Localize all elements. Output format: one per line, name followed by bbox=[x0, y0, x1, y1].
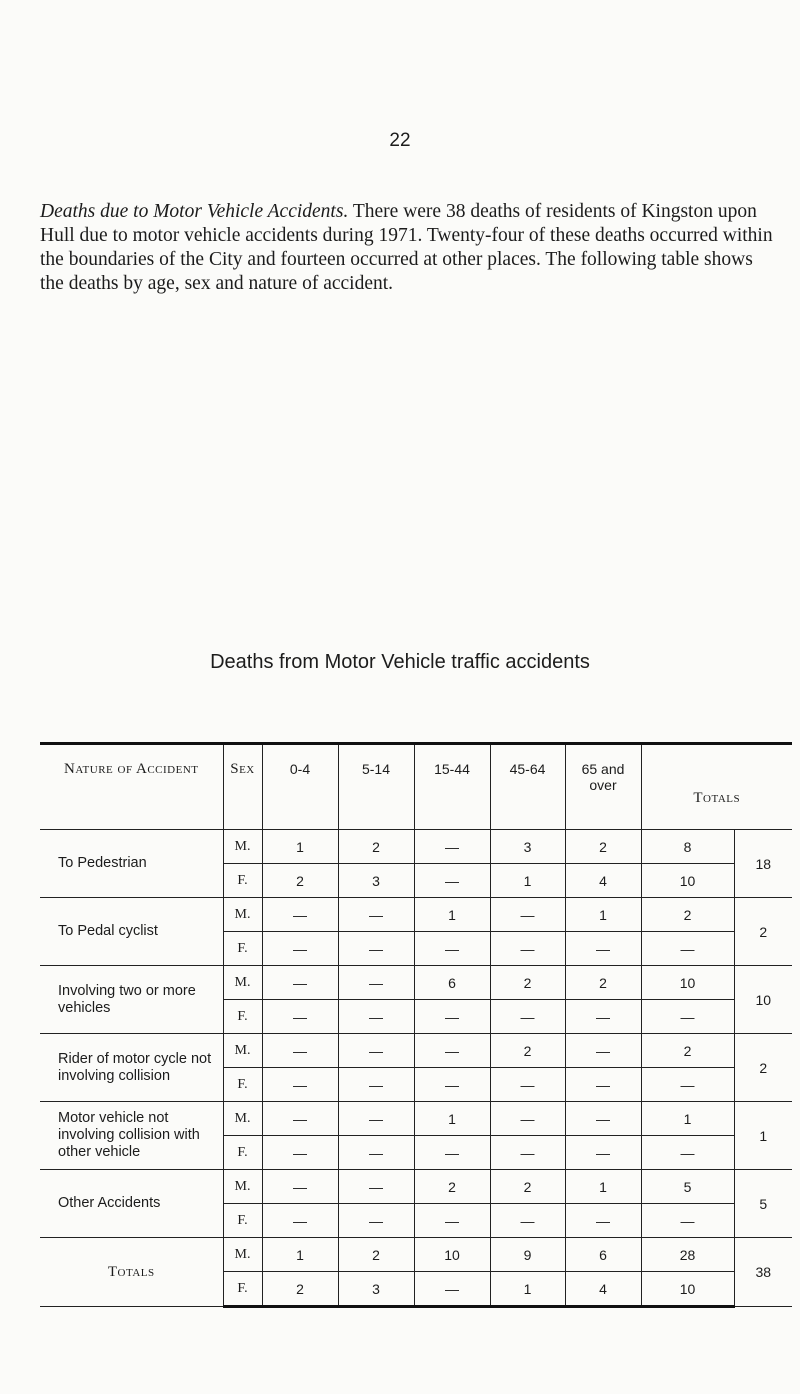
count-cell: 1 bbox=[262, 830, 338, 864]
table-row bbox=[40, 830, 792, 864]
count-cell: 1 bbox=[414, 1102, 490, 1136]
row-total-cell: 2 bbox=[641, 1034, 734, 1068]
sex-cell: F. bbox=[223, 1272, 262, 1307]
count-cell: — bbox=[338, 1102, 414, 1136]
count-cell: 1 bbox=[490, 1272, 565, 1307]
count-cell: 1 bbox=[565, 1170, 641, 1204]
sex-cell: M. bbox=[223, 966, 262, 1000]
group-total-cell: 5 bbox=[734, 1170, 792, 1238]
count-cell: — bbox=[338, 1170, 414, 1204]
count-cell: 3 bbox=[338, 864, 414, 898]
row-total-cell: 8 bbox=[641, 830, 734, 864]
count-cell: — bbox=[414, 1000, 490, 1034]
sex-cell: F. bbox=[223, 1204, 262, 1238]
count-cell: — bbox=[565, 1204, 641, 1238]
count-cell: — bbox=[262, 966, 338, 1000]
count-cell: — bbox=[490, 1136, 565, 1170]
nature-of-accident: Involving two or more vehicles bbox=[40, 966, 223, 1034]
header-age: 15-44 bbox=[414, 744, 490, 830]
count-cell: — bbox=[262, 1000, 338, 1034]
row-total-cell: 1 bbox=[641, 1102, 734, 1136]
count-cell: — bbox=[262, 1068, 338, 1102]
header-age: 65 and over bbox=[565, 744, 641, 830]
sex-cell: F. bbox=[223, 1000, 262, 1034]
count-cell: — bbox=[414, 1204, 490, 1238]
table-title: Deaths from Motor Vehicle traffic accidents bbox=[210, 651, 590, 673]
count-cell: — bbox=[490, 898, 565, 932]
nature-of-accident: Motor vehicle not involving collision with other vehicle bbox=[40, 1102, 223, 1170]
count-cell: — bbox=[338, 966, 414, 1000]
count-cell: — bbox=[262, 898, 338, 932]
count-cell: — bbox=[338, 1068, 414, 1102]
count-cell: — bbox=[490, 932, 565, 966]
count-cell: 1 bbox=[565, 898, 641, 932]
count-cell: 2 bbox=[338, 1238, 414, 1272]
count-cell: 2 bbox=[490, 1034, 565, 1068]
table-body bbox=[40, 830, 792, 1307]
count-cell: — bbox=[414, 1068, 490, 1102]
count-cell: 3 bbox=[490, 830, 565, 864]
header-age: 45-64 bbox=[490, 744, 565, 830]
count-cell: — bbox=[414, 1034, 490, 1068]
count-cell: 2 bbox=[490, 966, 565, 1000]
count-cell: — bbox=[338, 1000, 414, 1034]
sex-cell: M. bbox=[223, 1102, 262, 1136]
header-row bbox=[40, 744, 792, 830]
table-row bbox=[40, 1102, 792, 1136]
sex-cell: M. bbox=[223, 1034, 262, 1068]
count-cell: — bbox=[414, 932, 490, 966]
count-cell: — bbox=[490, 1000, 565, 1034]
table-row bbox=[40, 1238, 792, 1272]
sex-cell: F. bbox=[223, 864, 262, 898]
sex-cell: M. bbox=[223, 898, 262, 932]
sex-cell: M. bbox=[223, 1238, 262, 1272]
nature-of-accident: Rider of motor cycle not involving collision bbox=[40, 1034, 223, 1102]
count-cell: — bbox=[565, 932, 641, 966]
count-cell: — bbox=[414, 1136, 490, 1170]
count-cell: — bbox=[565, 1068, 641, 1102]
count-cell: — bbox=[262, 1102, 338, 1136]
header-totals: Totals bbox=[641, 744, 792, 830]
row-total-cell: — bbox=[641, 932, 734, 966]
intro-paragraph bbox=[40, 200, 780, 296]
row-total-cell: — bbox=[641, 1068, 734, 1102]
group-total-cell: 18 bbox=[734, 830, 792, 898]
count-cell: 3 bbox=[338, 1272, 414, 1307]
count-cell: — bbox=[338, 1136, 414, 1170]
count-cell: — bbox=[262, 1204, 338, 1238]
sex-cell: F. bbox=[223, 1136, 262, 1170]
deaths-table bbox=[40, 742, 792, 1308]
count-cell: — bbox=[338, 898, 414, 932]
count-cell: 1 bbox=[490, 864, 565, 898]
table-row bbox=[40, 1170, 792, 1204]
count-cell: 2 bbox=[490, 1170, 565, 1204]
row-total-cell: — bbox=[641, 1204, 734, 1238]
intro-lead: Deaths due to Motor Vehicle Accidents. bbox=[40, 201, 349, 222]
count-cell: — bbox=[338, 1204, 414, 1238]
table-row bbox=[40, 966, 792, 1000]
intro-text: There were 38 deaths of residents of Kingston upon Hull due to motor vehicle accidents during 1971. Twenty-four of these deaths occurred within the boundaries of the City and fourteen occurred at other places. The following table shows the deaths by age, sex and nature of accident. bbox=[40, 201, 773, 294]
count-cell: — bbox=[262, 1136, 338, 1170]
count-cell: 4 bbox=[565, 864, 641, 898]
row-total-cell: — bbox=[641, 1000, 734, 1034]
group-total-cell: 2 bbox=[734, 898, 792, 966]
page-number: 22 bbox=[389, 130, 411, 151]
count-cell: — bbox=[414, 830, 490, 864]
count-cell: 2 bbox=[565, 966, 641, 1000]
group-total-cell: 10 bbox=[734, 966, 792, 1034]
count-cell: 2 bbox=[262, 1272, 338, 1307]
group-total-cell: 1 bbox=[734, 1102, 792, 1170]
count-cell: — bbox=[414, 1272, 490, 1307]
row-total-cell: 10 bbox=[641, 1272, 734, 1307]
header-age: 5-14 bbox=[338, 744, 414, 830]
deaths-table-container bbox=[40, 742, 792, 1308]
sex-cell: M. bbox=[223, 830, 262, 864]
row-total-cell: — bbox=[641, 1136, 734, 1170]
count-cell: 2 bbox=[414, 1170, 490, 1204]
table-row bbox=[40, 1034, 792, 1068]
count-cell: — bbox=[490, 1068, 565, 1102]
count-cell: — bbox=[565, 1034, 641, 1068]
count-cell: — bbox=[565, 1000, 641, 1034]
table-row bbox=[40, 898, 792, 932]
count-cell: — bbox=[262, 1034, 338, 1068]
nature-of-accident: To Pedestrian bbox=[40, 830, 223, 898]
count-cell: 2 bbox=[565, 830, 641, 864]
count-cell: — bbox=[262, 932, 338, 966]
count-cell: — bbox=[262, 1170, 338, 1204]
count-cell: — bbox=[565, 1136, 641, 1170]
count-cell: 1 bbox=[414, 898, 490, 932]
header-nature: Nature of Accident bbox=[40, 744, 223, 830]
sex-cell: M. bbox=[223, 1170, 262, 1204]
count-cell: 10 bbox=[414, 1238, 490, 1272]
nature-of-accident: Other Accidents bbox=[40, 1170, 223, 1238]
count-cell: — bbox=[414, 864, 490, 898]
count-cell: 4 bbox=[565, 1272, 641, 1307]
count-cell: — bbox=[565, 1102, 641, 1136]
row-total-cell: 10 bbox=[641, 864, 734, 898]
group-total-cell: 38 bbox=[734, 1238, 792, 1307]
sex-cell: F. bbox=[223, 932, 262, 966]
count-cell: 6 bbox=[565, 1238, 641, 1272]
count-cell: — bbox=[490, 1102, 565, 1136]
nature-of-accident: Totals bbox=[40, 1238, 223, 1307]
row-total-cell: 10 bbox=[641, 966, 734, 1000]
count-cell: — bbox=[490, 1204, 565, 1238]
count-cell: — bbox=[338, 932, 414, 966]
row-total-cell: 28 bbox=[641, 1238, 734, 1272]
count-cell: 9 bbox=[490, 1238, 565, 1272]
count-cell: 1 bbox=[262, 1238, 338, 1272]
header-sex: Sex bbox=[223, 744, 262, 830]
count-cell: 6 bbox=[414, 966, 490, 1000]
row-total-cell: 2 bbox=[641, 898, 734, 932]
count-cell: 2 bbox=[262, 864, 338, 898]
count-cell: — bbox=[338, 1034, 414, 1068]
group-total-cell: 2 bbox=[734, 1034, 792, 1102]
header-age: 0-4 bbox=[262, 744, 338, 830]
row-total-cell: 5 bbox=[641, 1170, 734, 1204]
sex-cell: F. bbox=[223, 1068, 262, 1102]
nature-of-accident: To Pedal cyclist bbox=[40, 898, 223, 966]
count-cell: 2 bbox=[338, 830, 414, 864]
